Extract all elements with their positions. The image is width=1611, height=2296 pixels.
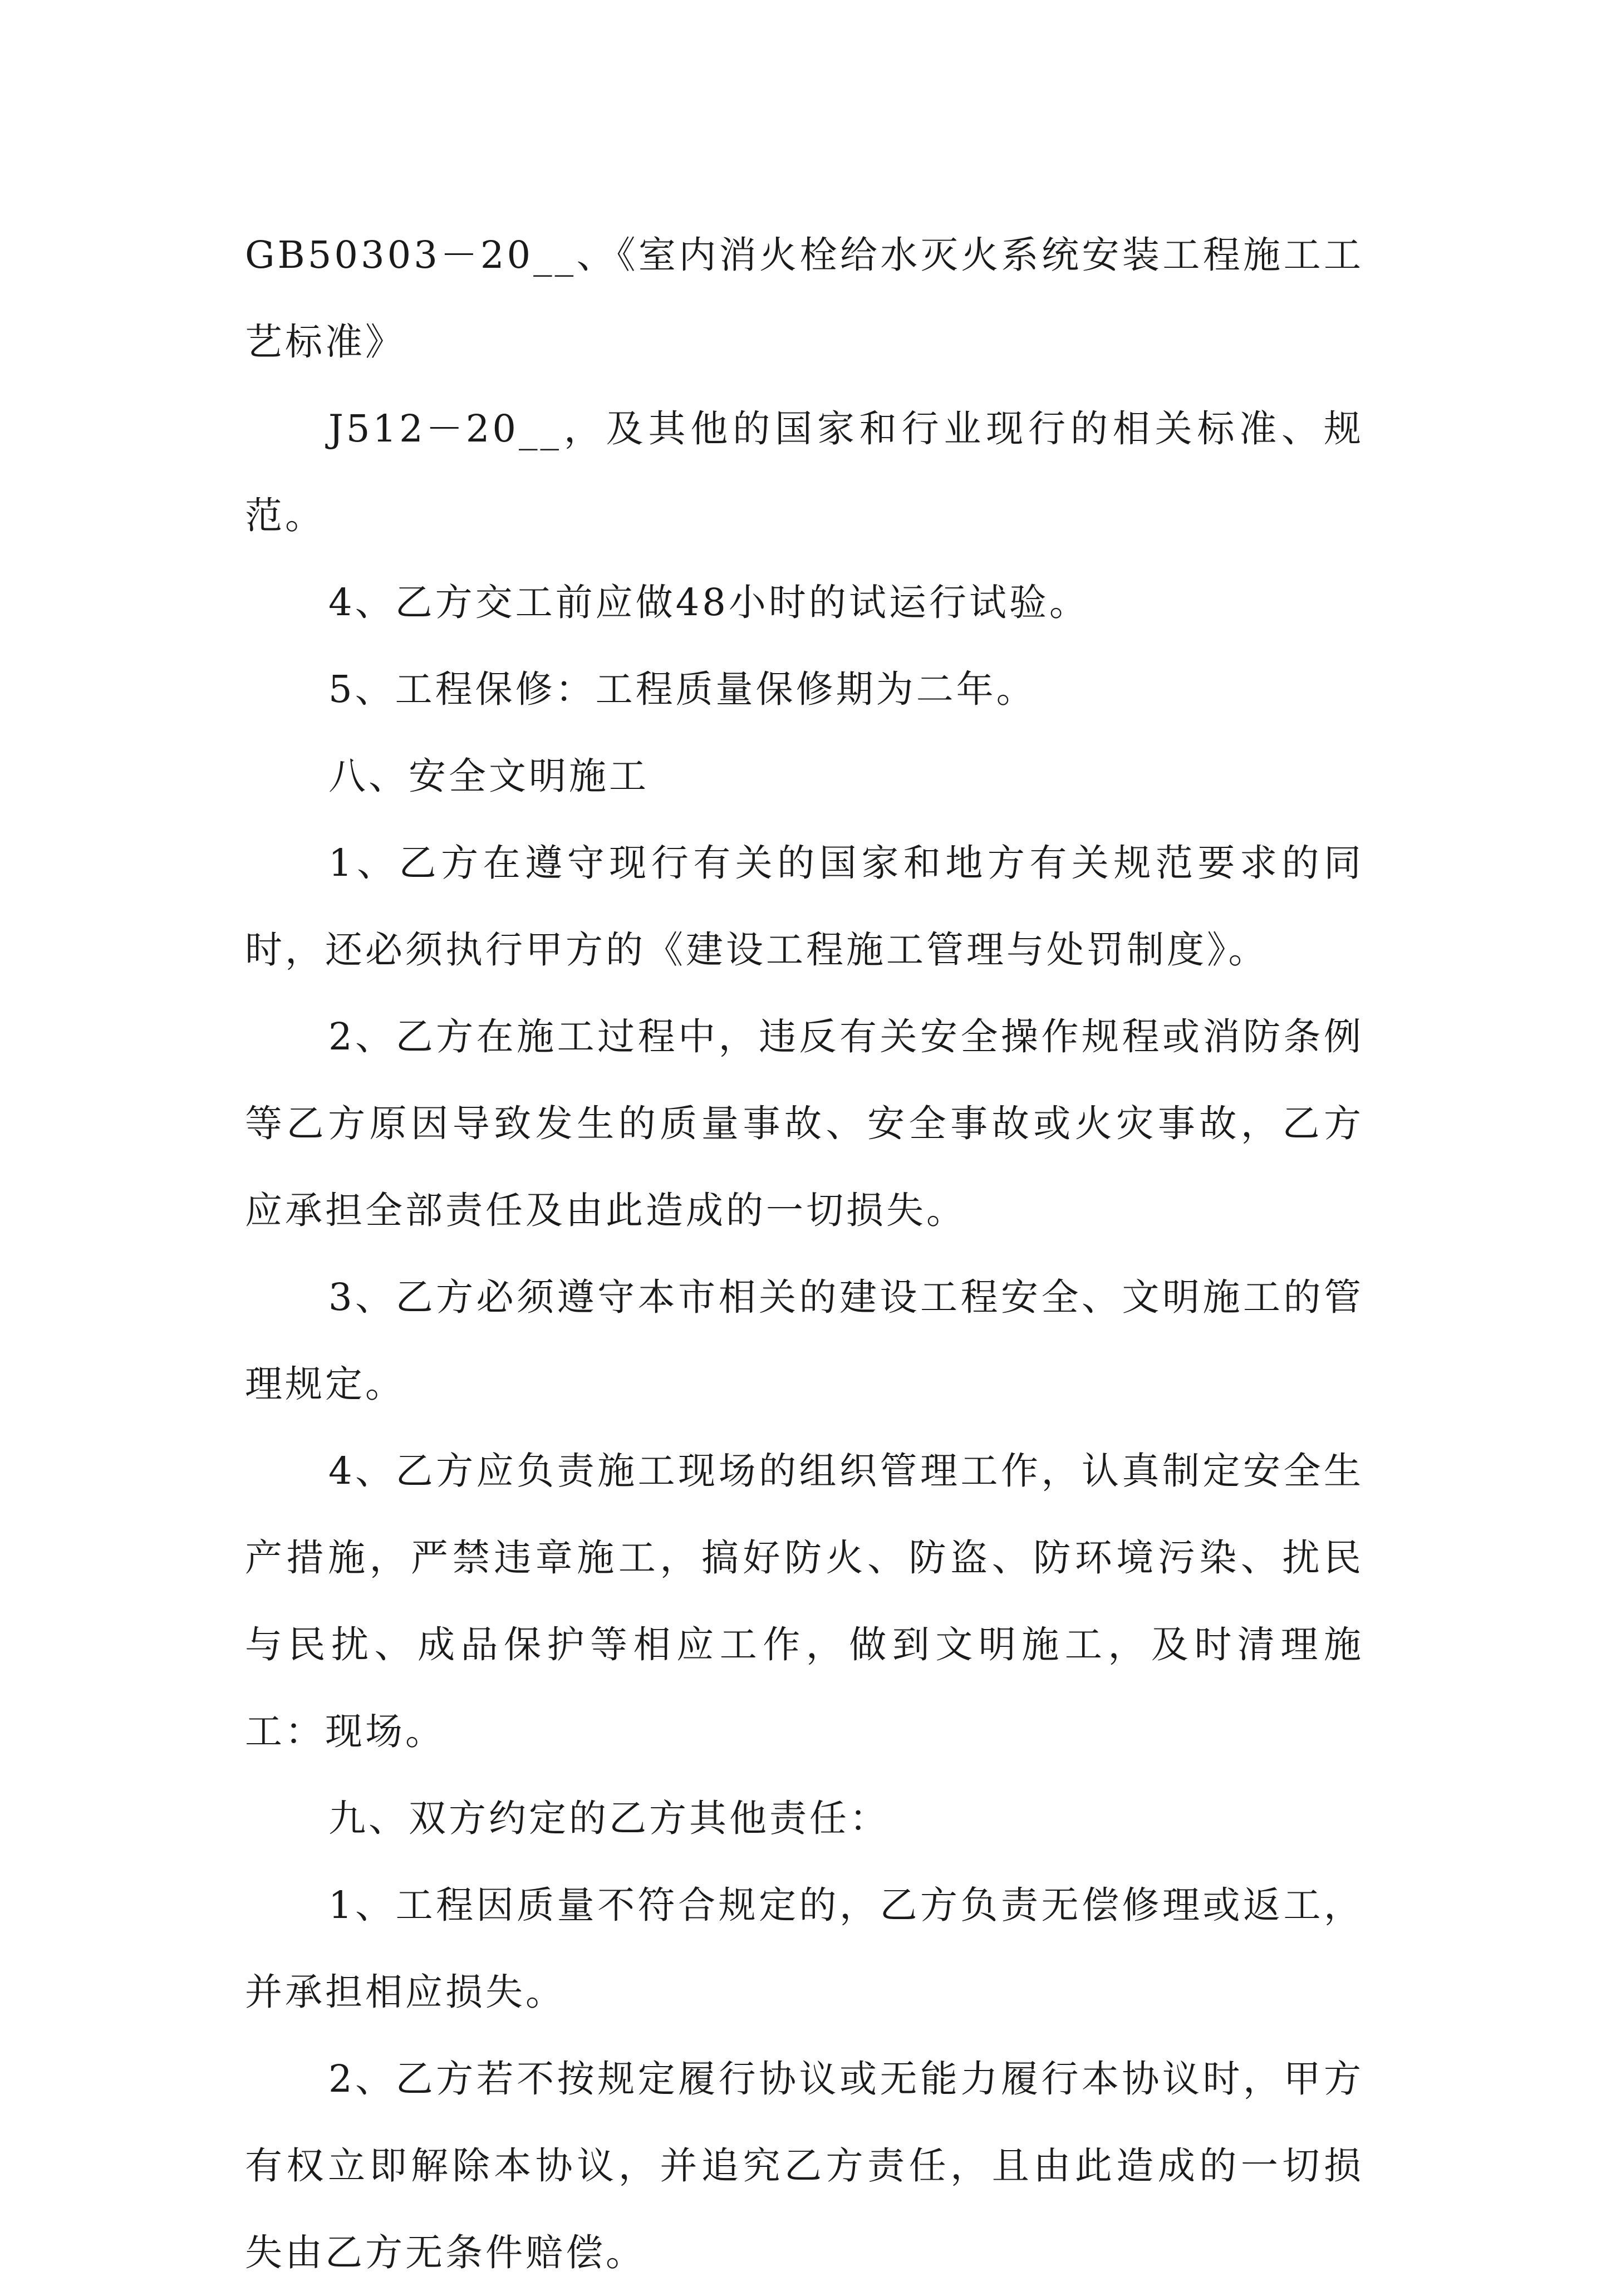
paragraph-safety-1: 1、乙方在遵守现行有关的国家和地方有关规范要求的同时，还必须执行甲方的《建设工程施工管理与处罚制度》。 (245, 841, 1364, 972)
section-heading-other-duties: 九、双方约定的乙方其他责任： (328, 1797, 890, 1840)
section-heading-safety: 八、安全文明施工 (328, 754, 649, 798)
paragraph-safety-4: 4、乙方应负责施工现场的组织管理工作，认真制定安全生产措施，严禁违章施工，搞好防火、防盗、防环境污染、扰民与民扰、成品保护等相应工作，做到文明施工，及时清理施工：现场。 (245, 1449, 1364, 1753)
paragraph-warranty: 5、工程保修：工程质量保修期为二年。 (328, 668, 1037, 711)
paragraph-standards-ref: GB50303－20__、《室内消火栓给水灭火系统安装工程施工工艺标准》 (245, 233, 1364, 364)
paragraph-duties-1: 1、工程因质量不符合规定的，乙方负责无偿修理或返工，并承担相应损失。 (245, 1883, 1364, 2014)
paragraph-safety-2: 2、乙方在施工过程中，违反有关安全操作规程或消防条例等乙方原因导致发生的质量事故、安全事故或火灾事故，乙方应承担全部责任及由此造成的一切损失。 (245, 1015, 1364, 1232)
document-body (245, 212, 1364, 2296)
paragraph-trial-run: 4、乙方交工前应做48小时的试运行试验。 (328, 581, 1089, 624)
paragraph-standards-j512: J512－20__，及其他的国家和行业现行的相关标准、规范。 (245, 407, 1364, 537)
paragraph-safety-3: 3、乙方必须遵守本市相关的建设工程安全、文明施工的管理规定。 (245, 1275, 1364, 1406)
paragraph-duties-2: 2、乙方若不按规定履行协议或无能力履行本协议时，甲方有权立即解除本协议，并追究乙方责任，且由此造成的一切损失由乙方无条件赔偿。 (245, 2057, 1364, 2274)
